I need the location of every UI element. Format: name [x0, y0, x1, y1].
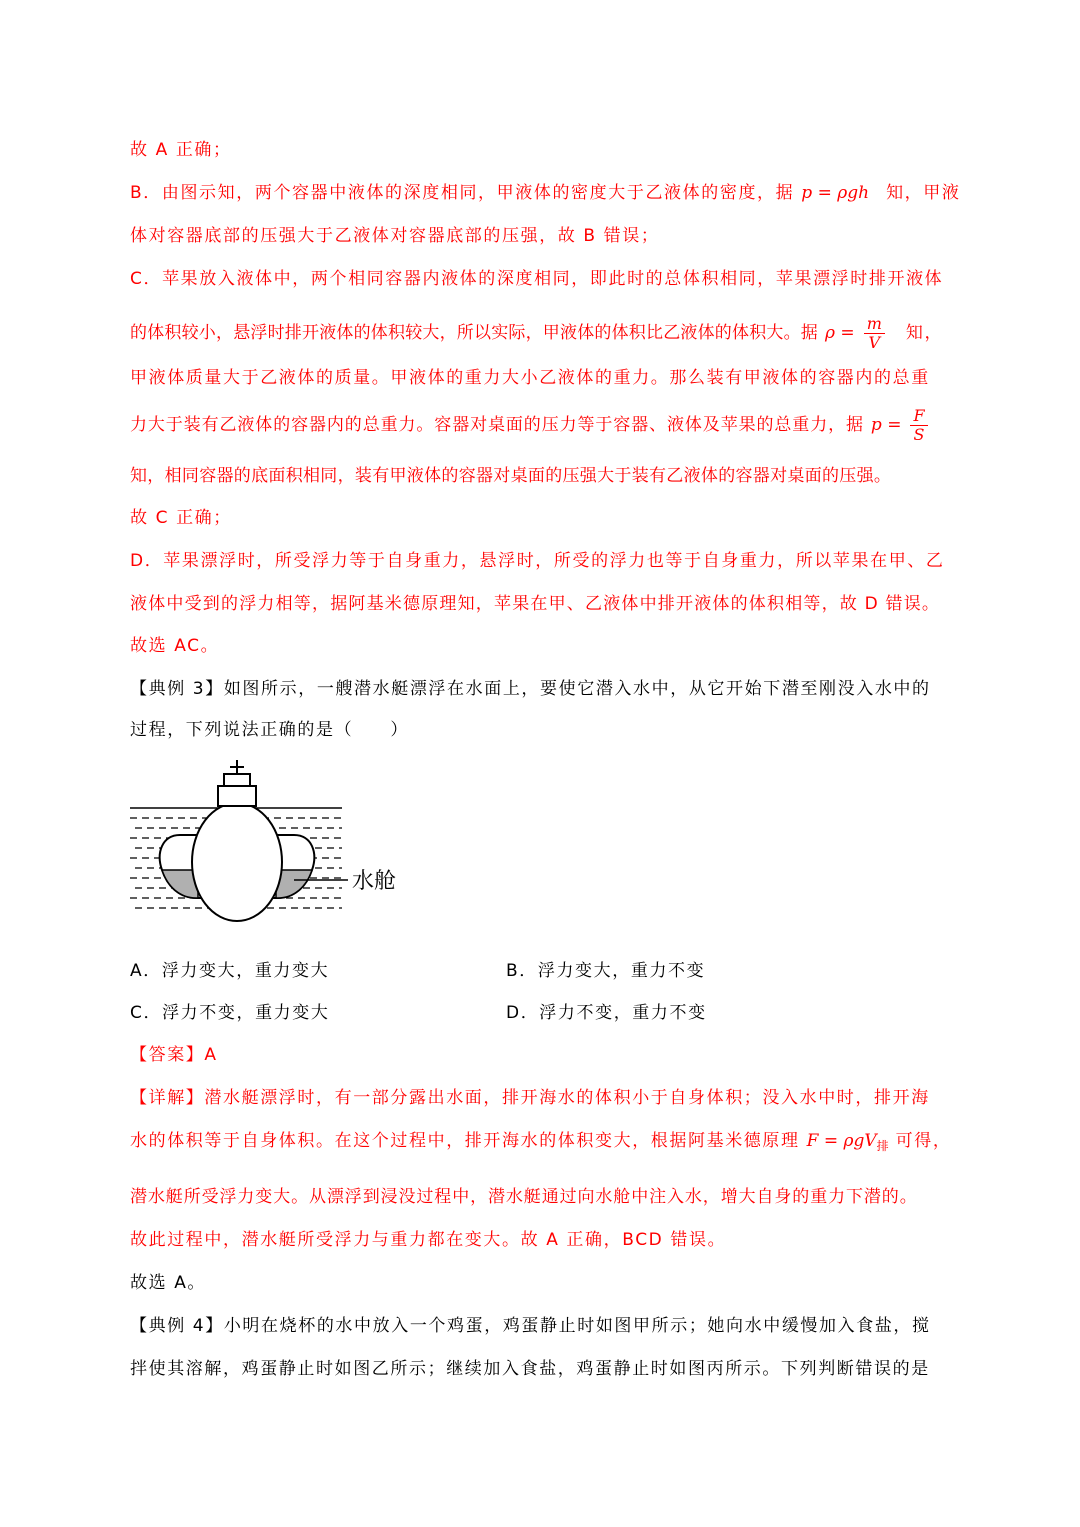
- submarine: [160, 760, 315, 921]
- question-3: 【典例 3】如图所示，一艘潜水艇漂浮在水面上，要使它潜入水中，从它开始下潜至刚没入水中的: [130, 679, 931, 699]
- conning-tower: [218, 786, 256, 806]
- question-3-cont: 过程，下列说法正确的是（ ）: [130, 720, 409, 740]
- text-line: 力大于装有乙液体的容器内的总重力。容器对桌面的压力等于容器、液体及苹果的总重力，据 p = $\frac{F}{S}$: [130, 405, 930, 445]
- question-4: 【典例 4】小明在烧杯的水中放入一个鸡蛋，鸡蛋静止时如图甲所示；她向水中缓慢加入食盐，搅: [130, 1316, 931, 1336]
- question-4-cont: 拌使其溶解，鸡蛋静止时如图乙所示；继续加入食盐，鸡蛋静止时如图丙所示。下列判断错误的是: [130, 1359, 930, 1379]
- option-d: D．浮力不变，重力不变: [506, 1003, 707, 1023]
- explanation-line: 水的体积等于自身体积。在这个过程中，排开海水的体积变大，根据阿基米德原理 F = ρgV$_排$ 可得，: [130, 1131, 952, 1153]
- explanation-line: 故此过程中，潜水艇所受浮力与重力都在变大。故 A 正确，BCD 错误。: [130, 1230, 727, 1250]
- formula-pressure: p = ρgh: [801, 183, 870, 203]
- pressure-hull: [192, 803, 282, 921]
- text-line: 的体积较小，悬浮时排开液体的体积较大，所以实际，甲液体的体积比乙液体的体积大。据 ρ = $\frac{m}{V}$ 知，: [130, 313, 944, 352]
- fraction-m-over-v: $\frac{m}{V}$: [864, 315, 885, 352]
- text-line: 知，相同容器的底面积相同，装有甲液体的容器对桌面的压强大于装有乙液体的容器对桌面的压强。: [130, 466, 892, 486]
- explanation-line: 【详解】潜水艇漂浮时，有一部分露出水面，排开海水的体积小于自身体积；没入水中时，排开海: [130, 1088, 930, 1108]
- option-a: A．浮力变大，重力变大: [130, 961, 330, 981]
- text-line: 甲液体质量大于乙液体的质量。甲液体的重力大小乙液体的重力。那么装有甲液体的容器内的总重: [130, 368, 930, 388]
- text-line: 液体中受到的浮力相等，据阿基米德原理知，苹果在甲、乙液体中排开液体的体积相等，故 D 错误。: [130, 594, 941, 614]
- submarine-figure: [126, 758, 426, 928]
- answer-line: 【答案】A: [130, 1045, 218, 1065]
- conclusion-line: 故选 A。: [130, 1273, 207, 1293]
- water-tank-label: 水舱: [352, 869, 397, 894]
- text-line: D．苹果漂浮时，所受浮力等于自身重力，悬浮时，所受的浮力也等于自身重力，所以苹果在甲、乙: [130, 551, 945, 571]
- text-line: 故 C 正确；: [130, 508, 232, 528]
- text-line: C．苹果放入液体中，两个相同容器内液体的深度相同，即此时的总体积相同，苹果漂浮时排开液体: [130, 269, 944, 289]
- text-line: B．由图示知，两个容器中液体的深度相同，甲液体的密度大于乙液体的密度，据 p = ρgh 知，甲液: [130, 183, 961, 203]
- option-c: C．浮力不变，重力变大: [130, 1003, 330, 1023]
- formula-buoyancy: F = ρgV$_排$: [806, 1131, 889, 1153]
- fraction-f-over-s: $\frac{F}{S}$: [910, 407, 927, 444]
- explanation-line: 潜水艇所受浮力变大。从漂浮到浸没过程中，潜水艇通过向水舱中注入水，增大自身的重力下潜的。: [130, 1187, 918, 1207]
- text-line: 体对容器底部的压强大于乙液体对容器底部的压强，故 B 错误；: [130, 226, 660, 246]
- text-line: 故 A 正确；: [130, 140, 232, 160]
- option-b: B．浮力变大，重力不变: [506, 961, 706, 981]
- text-line: 故选 AC。: [130, 636, 220, 656]
